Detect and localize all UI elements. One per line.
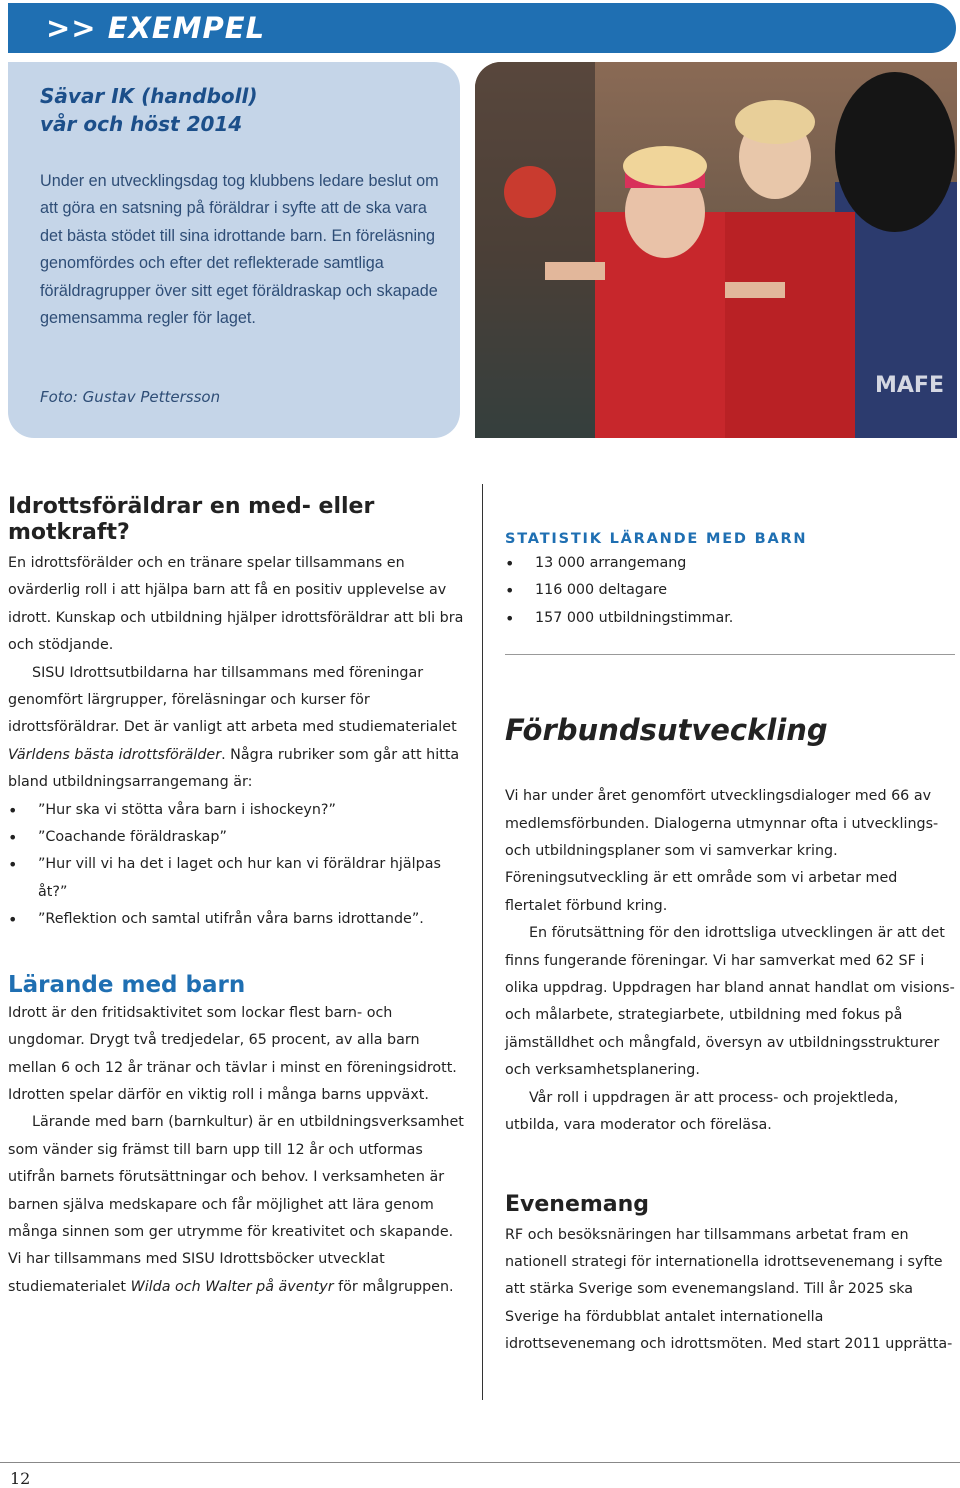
list-item: • ”Hur ska vi stötta våra barn i ishockeyn?” — [8, 797, 470, 824]
paragraph-larande-2-start: Lärande med barn (barnkultur) är en utbildningsverksamhet som vänder sig främst till barn upp till 12 år och utformas utifrån barnets förutsättningar och behov. I verksamheten är barnen själva medskapare och får möjlighet att lära genom många sinnen som ger utrymme för kreativitet och skapande. Vi har tillsammans med SISU Idrottsböcker utvecklat studiematerialet — [8, 1114, 464, 1295]
paragraph-larande-2-italic: Wilda och Walter på äventyr — [130, 1278, 334, 1295]
statistics-rule — [505, 654, 955, 655]
heading-larande-med-barn: Lärande med barn — [8, 971, 246, 998]
paragraph-larande-1: Idrott är den fritidsaktivitet som lockar flest barn- och ungdomar. Drygt två tredjedelar, 65 procent, av alla barn mellan 6 och 12 år tränar och tävlar i minst en föreningsidrott. Idrotten spelar därför en viktig roll i många barns uppväxt. — [8, 1004, 457, 1103]
footer-rule — [0, 1462, 960, 1463]
list-item: • 116 000 deltagare — [505, 577, 955, 604]
example-title — [40, 82, 440, 138]
paragraph-forbund-3: Vår roll i uppdragen är att process- och projektleda, utbilda, vara moderator och föreläsa. — [505, 1089, 899, 1134]
banner-label: >> EXEMPEL — [46, 11, 266, 45]
example-title-line2: vår och höst 2014 — [40, 112, 243, 136]
list-item: • ”Hur vill vi ha det i laget och hur kan vi föräldrar hjälpas åt?” — [8, 851, 470, 906]
list-item: • ”Coachande föräldraskap” — [8, 824, 470, 851]
paragraph-forbund-2: En förutsättning för den idrottsliga utvecklingen är att det finns fungerande föreningar. Vi har samverkat med 62 SF i olika uppdrag. Uppdragen har bland annat handlat om visions- och målarbete, strategiarbete, utbildning med fokus på jämställdhet och mångfald, översyn av utbildningsstrukturer och verksamhetsplanering. — [505, 925, 955, 1079]
handball-photo — [475, 62, 957, 438]
right-column — [505, 528, 955, 1359]
example-body: Under en utvecklingsdag tog klubbens ledare beslut om att göra en satsning på föräldrar i syfte att de ska vara det bästa stödet till sina idrottande barn. En föreläsning genomfördes och efter det reflekterade samtliga föräldragrupper över sitt eget föräldraskap och skapade gemensamma regler för laget. — [40, 172, 439, 328]
paragraph-sisu-end: . Några rubriker som går att hitta bland utbildningsarrangemang är: — [8, 746, 460, 791]
handball-photo-illustration — [475, 62, 957, 438]
paragraph-sisu-italic: Världens bästa idrottsförälder — [8, 746, 222, 763]
paragraph-sisu — [8, 660, 470, 797]
example-box — [8, 62, 460, 438]
svg-text:MAFE: MAFE — [875, 373, 944, 398]
heading-forbundsutveckling: Förbundsutveckling — [505, 713, 828, 748]
page-number: 12 — [10, 1469, 31, 1488]
example-title-line1: Sävar IK (handboll) — [40, 84, 258, 108]
section-banner — [8, 3, 956, 53]
list-item: • 157 000 utbildningstimmar. — [505, 605, 955, 632]
paragraph-larande-2-end: för målgruppen. — [333, 1278, 454, 1295]
heading-evenemang: Evenemang — [505, 1191, 650, 1217]
paragraph-larande-2 — [8, 1109, 470, 1301]
paragraph-evenemang: RF och besöksnäringen har tillsammans arbetat fram en nationell strategi för internationella idrottsevenemang i syfte att stärka Sverige som evenemangsland. Till år 2025 ska Sverige ha fördubblat antalet internationella idrottsevenemang och idrottsmöten. Med start 2011 upprätta- — [505, 1226, 953, 1353]
paragraph-sisu-start: SISU Idrottsutbildarna har tillsammans med föreningar genomfört lärgrupper, föreläsningar och kurser för idrottsföräldrar. Det är vanligt att arbeta med studiematerialet — [8, 664, 457, 736]
statistics-heading: STATISTIK LÄRANDE MED BARN — [505, 531, 808, 547]
paragraph-intro: En idrottsförälder och en tränare spelar tillsammans en ovärderlig roll i att hjälpa barn att få en positiv upplevelse av idrott. Kunskap och utbildning hjälper idrottsföräldrar att bli bra och stödjande. — [8, 555, 464, 654]
list-item: • ”Reflektion och samtal utifrån våra barns idrottande”. — [8, 906, 470, 933]
statistics-list — [505, 550, 955, 632]
topic-list — [8, 797, 470, 934]
column-divider — [482, 484, 483, 1400]
list-item: • 13 000 arrangemang — [505, 550, 955, 577]
left-column — [8, 494, 470, 1301]
photo-credit: Foto: Gustav Pettersson — [40, 388, 221, 406]
heading-idrottsforaldrar: Idrottsföräldrar en med- eller motkraft? — [8, 494, 375, 545]
paragraph-forbund-1: Vi har under året genomfört utvecklingsdialoger med 66 av medlemsförbunden. Dialogerna utmynnar ofta i utvecklings- och utbildningsplaner som vi samverkar kring. Föreningsutveckling är ett område som vi arbetar med flertalet förbund kring. — [505, 788, 939, 914]
